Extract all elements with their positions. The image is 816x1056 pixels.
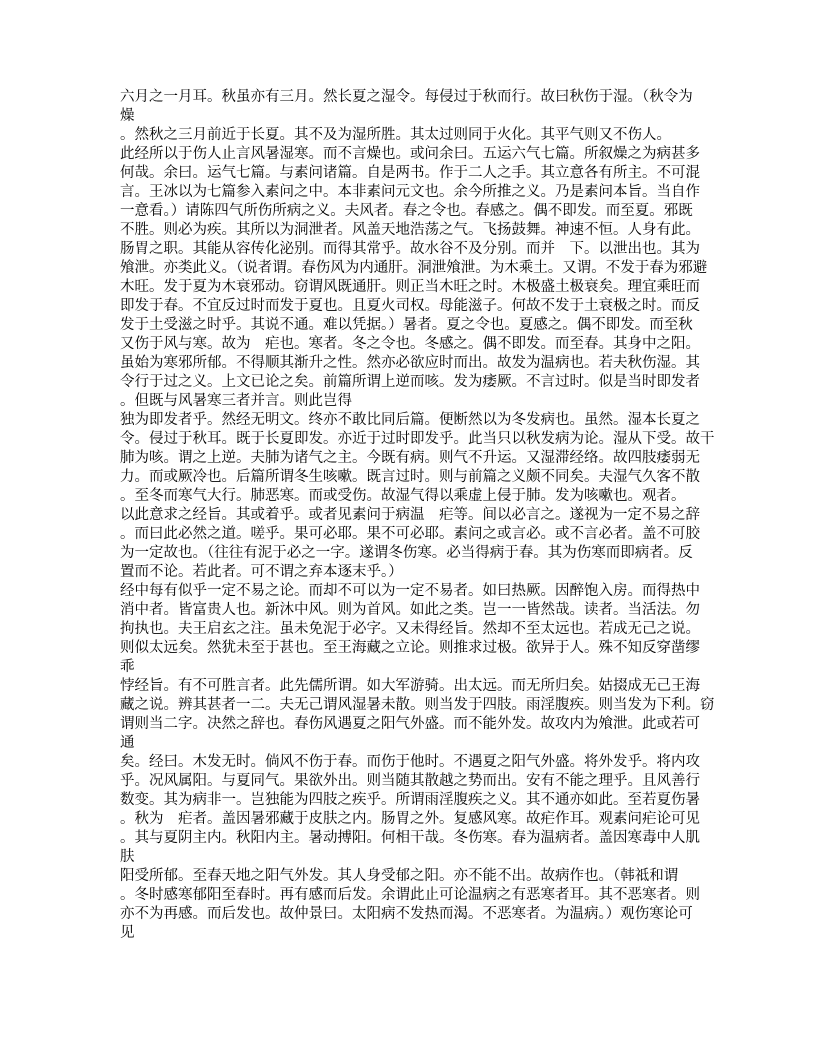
text-line: 力。而或厥冷也。后篇所谓冬生咳嗽。既言过时。则与前篇之义颇不同矣。夫湿气久客不散 [120, 469, 700, 485]
text-line: 则似太远矣。然犹未至于甚也。至王海藏之立论。则推求过极。欲异于人。殊不知反穿凿缪 [120, 640, 700, 656]
text-line: 谓则当二字。决然之辞也。春伤风遇夏之阳气外盛。而不能外发。故攻内为飧泄。此或若可 [120, 716, 700, 732]
text-line: 肤 [120, 849, 135, 865]
text-line: 木旺。发于夏为木衰邪动。窃谓风既通肝。则正当木旺之时。木极盛土极衰矣。理宜乘旺而 [120, 279, 700, 295]
text-line: 。其与夏阴主内。秋阳内主。暑动搏阳。何相干哉。冬伤寒。春为温病者。盖因寒毒中人肌 [120, 830, 700, 846]
text-line: 不胜。则必为疾。其所以为洞泄者。风盖天地浩荡之气。飞扬鼓舞。神速不恒。人身有此。 [120, 222, 700, 238]
text-line: 。然秋之三月前近于长夏。其不及为湿所胜。其太过则同于火化。其平气则又不伤人。 [120, 127, 671, 143]
text-line: 何哉。余曰。运气七篇。与素问诸篇。自是两书。作于二人之手。其立意各有所主。不可混 [120, 165, 700, 181]
text-line: 通 [120, 735, 135, 751]
text-line: 阳受所郁。至春天地之阳气外发。其人身受郁之阳。亦不能不出。故病作也。（韩祗和谓 [120, 868, 679, 884]
text-line: 乎。况风属阳。与夏同气。果欲外出。则当随其散越之势而出。安有不能之理乎。且风善行 [120, 773, 700, 789]
text-line: 置而不论。若此者。可不谓之弃本逐末乎。） [120, 564, 403, 580]
text-line: 乖 [120, 659, 135, 675]
text-line: 矣。经曰。木发无时。倘风不伤于春。而伤于他时。不遇夏之阳气外盛。将外发乎。将内攻 [120, 754, 700, 770]
text-line: 燥 [120, 108, 135, 124]
text-line: 拘执也。夫王启玄之注。虽未免泥于必字。又未得经旨。然却不至太远也。若成无己之说。 [120, 621, 700, 637]
text-line: 此经所以于伤人止言风暑湿寒。而不言燥也。或问余曰。五运六气七篇。所叙燥之为病甚多 [120, 146, 700, 162]
text-block [120, 88, 720, 943]
text-line: 令。侵过于秋耳。既于长夏即发。亦近于过时即发乎。此当只以秋发病为论。湿从下受。故干 [120, 431, 715, 447]
text-line: 经中每有似乎一定不易之论。而却不可以为一定不易者。如曰热厥。因醉饱入房。而得热中 [120, 583, 700, 599]
text-line: 见 [120, 925, 135, 941]
text-line: 。但既与风暑寒三者并言。则此岂得 [120, 393, 352, 409]
text-line: 悖经旨。有不可胜言者。此先儒所谓。如大军游骑。出太远。而无所归矣。姑掇成无己王海 [120, 678, 700, 694]
text-line: 肺为咳。谓之上逆。夫肺为诸气之主。今既有病。则气不升运。又湿滞经络。故四肢痿弱无 [120, 450, 700, 466]
text-line: 亦不为再感。而后发也。故仲景曰。太阳病不发热而渴。不恶寒者。为温病。）观伤寒论可 [120, 906, 693, 922]
text-line: 肠胃之职。其能从容传化泌别。而得其常乎。故水谷不及分别。而并 下。以泄出也。其为 [120, 241, 700, 257]
text-line: 令行于过之义。上文已论之矣。前篇所谓上逆而咳。发为痿厥。不言过时。似是当时即发者 [120, 374, 700, 390]
text-line: 消中者。皆富贵人也。新沐中风。则为首风。如此之类。岂一一皆然哉。读者。当活法。勿 [120, 602, 700, 618]
text-line: 又伤于风与寒。故为 疟也。寒者。冬之令也。冬感之。偶不即发。而至春。其身中之阳。 [120, 336, 700, 352]
text-line: 一意看。）请陈四气所伤所病之义。夫风者。春之令也。春感之。偶不即发。而至夏。邪既 [120, 203, 693, 219]
text-line: 。秋为 疟者。盖因暑邪藏于皮肤之内。肠胃之外。复感风寒。故疟作耳。观素问疟论可见 [120, 811, 700, 827]
text-line: 即发于春。不宜反过时而发于夏也。且夏火司权。母能滋子。何故不发于土衰极之时。而反 [120, 298, 700, 314]
text-line: 独为即发者乎。然经无明文。终亦不敢比同后篇。便断然以为冬发病也。虽然。湿本长夏之 [120, 412, 700, 428]
text-line: 以此意求之经旨。其或着乎。或者见素问于病温 疟等。间以必言之。遂视为一定不易之辞 [120, 507, 700, 523]
text-line: 。至冬而寒气大行。肺恶寒。而或受伤。故湿气得以乘虚上侵于肺。发为咳嗽也。观者。 [120, 488, 686, 504]
text-line: 数变。其为病非一。岂独能为四肢之疾乎。所谓雨淫腹疾之义。其不通亦如此。至若夏伤暑 [120, 792, 700, 808]
text-line: 飧泄。亦类此义。（说者谓。春伤风为内通肝。洞泄飧泄。为木乘土。又谓。不发于春为邪避 [120, 260, 708, 276]
text-line: 藏之说。辨其甚者一二。夫无己谓风湿暑未散。则当发于四肢。雨淫腹疾。则当发为下利。窃 [120, 697, 715, 713]
text-line: 为一定故也。（往往有泥于必之一字。遂谓冬伤寒。必当得病于春。其为伤寒而即病者。反 [120, 545, 693, 561]
text-line: 。冬时感寒郁阳至春时。再有感而后发。余谓此止可论温病之有恶寒者耳。其不恶寒者。则 [120, 887, 700, 903]
text-line: 六月之一月耳。秋虽亦有三月。然长夏之湿令。每侵过于秋而行。故曰秋伤于湿。（秋令为 [120, 89, 693, 105]
text-line: 言。王冰以为七篇参入素问之中。本非素问元文也。余今所推之义。乃是素问本旨。当自作 [120, 184, 700, 200]
text-line: 。而曰此必然之道。嗟乎。果可必耶。果不可必耶。素问之或言必。或不言必者。盖不可胶 [120, 526, 700, 542]
text-line: 发于土受滋之时乎。其说不通。难以凭据。）暑者。夏之令也。夏感之。偶不即发。而至秋 [120, 317, 693, 333]
text-line: 虽始为寒邪所郁。不得顺其渐升之性。然亦必欲应时而出。故发为温病也。若夫秋伤湿。其 [120, 355, 700, 371]
